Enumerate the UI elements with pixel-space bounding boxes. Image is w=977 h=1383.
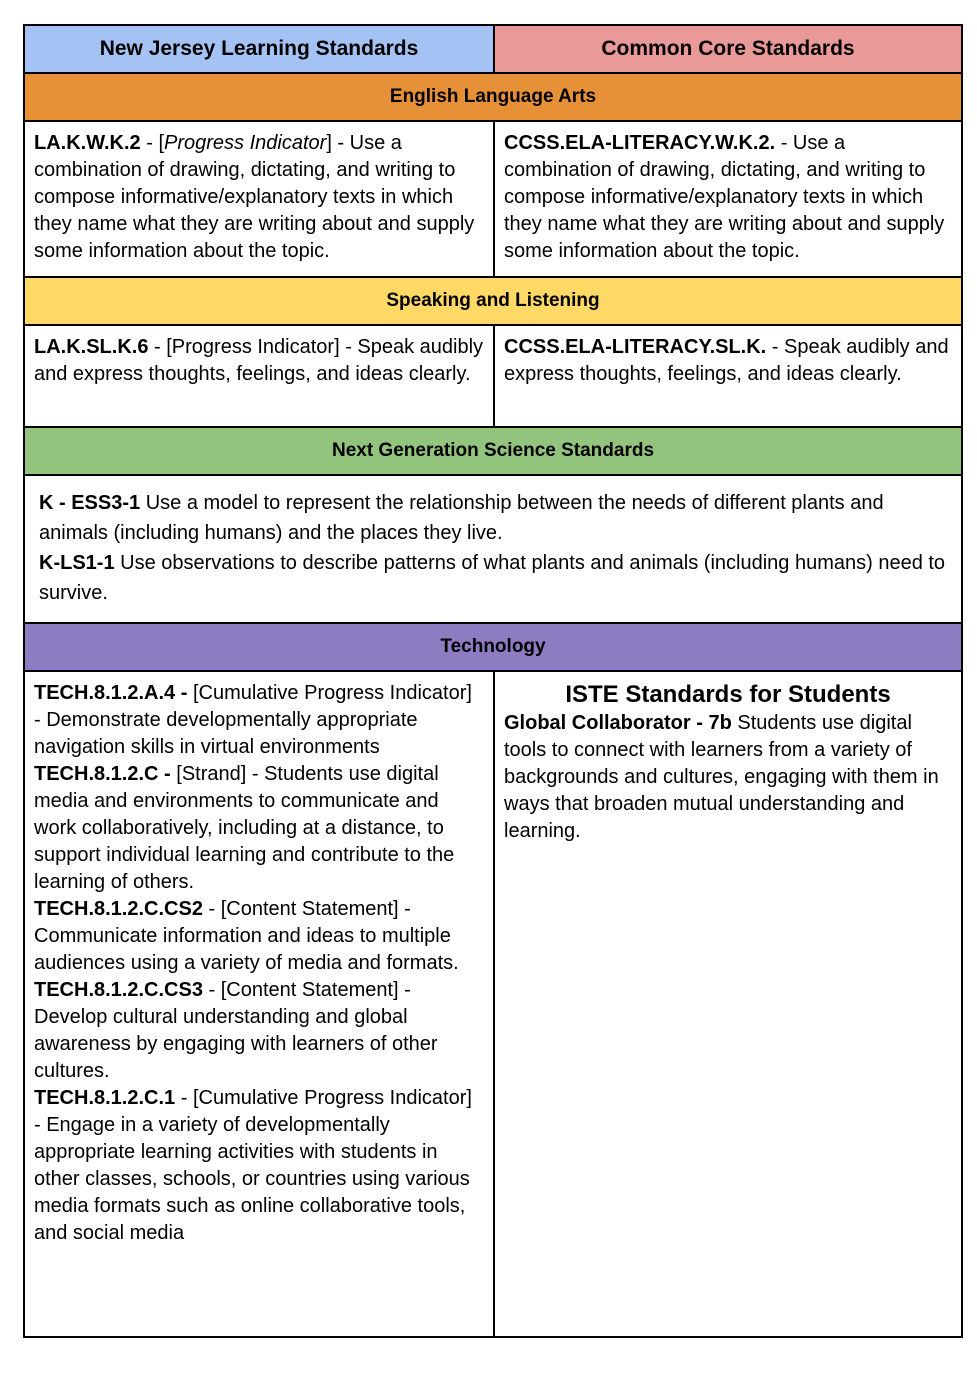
tech-iste-cell — [494, 671, 962, 1337]
ngss-section-row — [24, 427, 962, 475]
ela-section-row — [24, 73, 962, 121]
tech-nj-cell — [24, 671, 494, 1337]
ngss-item-1-text: Use a model to represent the relationship between the needs of different plants and animals (including humans) and the places they live. — [39, 492, 884, 544]
tech-item-text: [Strand] - Students use digital media and environments to communicate and work collaboratively, including at a distance, to support individual learning and contribute to the learning of others. — [34, 763, 455, 893]
speaking-section-title: Speaking and Listening — [24, 277, 962, 325]
iste-item — [504, 710, 952, 845]
tech-item-text: [Cumulative Progress Indicator] - Demonstrate developmentally appropriate navigation skills in virtual environments — [34, 682, 472, 758]
speaking-nj-text: - [Progress Indicator] - Speak audibly and express thoughts, feelings, and ideas clearly. — [34, 336, 484, 385]
tech-item-code: TECH.8.1.2.C - — [34, 763, 171, 785]
speaking-cc-code: CCSS.ELA-LITERACY.SL.K. — [504, 336, 767, 358]
header-row — [24, 25, 962, 73]
ela-row — [24, 121, 962, 277]
iste-text: Students use digital tools to connect with learners from a variety of backgrounds and cultures, engaging with them in ways that broaden mutual understanding and learning. — [504, 712, 939, 842]
tech-item — [34, 896, 484, 977]
tech-item-text: - [Content Statement] - Develop cultural understanding and global awareness by engaging with learners of other cultures. — [34, 979, 438, 1082]
speaking-section-row — [24, 277, 962, 325]
ela-section-title: English Language Arts — [24, 73, 962, 121]
speaking-nj-code: LA.K.SL.K.6 — [34, 336, 149, 358]
ela-nj-code: LA.K.W.K.2 — [34, 132, 141, 154]
ela-nj-cell — [24, 121, 494, 277]
ela-nj-text: ] - Use a combination of drawing, dictating, and writing to compose informative/explanatory texts in which they name what they are writing about and supply some information about the topic. — [34, 132, 475, 262]
tech-row — [24, 671, 962, 1337]
standards-table — [23, 24, 963, 1338]
ngss-item-2-code: K-LS1-1 — [39, 552, 115, 574]
ela-nj-tag: Progress Indicator — [164, 132, 327, 154]
tech-item — [34, 977, 484, 1085]
tech-item-code: TECH.8.1.2.C.1 — [34, 1087, 176, 1109]
tech-item — [34, 761, 484, 896]
tech-item — [34, 1085, 484, 1247]
ela-nj-sep: - [ — [140, 132, 165, 154]
ngss-item-1 — [39, 488, 947, 548]
tech-section-row — [24, 623, 962, 671]
speaking-cc-text: - Speak audibly and express thoughts, feelings, and ideas clearly. — [504, 336, 949, 385]
ngss-section-title: Next Generation Science Standards — [24, 427, 962, 475]
tech-item-code: TECH.8.1.2.C.CS2 — [34, 898, 203, 920]
tech-item-text: - [Cumulative Progress Indicator] - Engage in a variety of developmentally appropriate learning activities with students in other classes, schools, or countries using various media formats such as online collaborative tools, and social media — [34, 1087, 472, 1244]
ela-cc-text: - Use a combination of drawing, dictating, and writing to compose informative/explanatory texts in which they name what they are writing about and supply some information about the topic. — [504, 132, 945, 262]
ngss-row — [24, 475, 962, 623]
tech-section-title: Technology — [24, 623, 962, 671]
ngss-cell — [24, 475, 962, 623]
nj-standards-header: New Jersey Learning Standards — [24, 25, 494, 73]
speaking-row — [24, 325, 962, 427]
iste-title: ISTE Standards for Students — [565, 681, 891, 708]
speaking-nj-cell — [24, 325, 494, 427]
tech-item-code: TECH.8.1.2.A.4 - — [34, 682, 188, 704]
speaking-cc-cell — [494, 325, 962, 427]
common-core-header: Common Core Standards — [494, 25, 962, 73]
ela-cc-cell — [494, 121, 962, 277]
tech-item-text: - [Content Statement] - Communicate information and ideas to multiple audiences using a variety of media and formats. — [34, 898, 459, 974]
ela-cc-code: CCSS.ELA-LITERACY.W.K.2. — [504, 132, 776, 154]
ngss-item-2-text: Use observations to describe patterns of what plants and animals (including humans) need to survive. — [39, 552, 946, 604]
tech-item-code: TECH.8.1.2.C.CS3 — [34, 979, 203, 1001]
ngss-item-2 — [39, 548, 947, 608]
tech-item — [34, 680, 484, 761]
ngss-item-1-code: K - ESS3-1 — [39, 492, 141, 514]
iste-code: Global Collaborator - 7b — [504, 712, 732, 734]
